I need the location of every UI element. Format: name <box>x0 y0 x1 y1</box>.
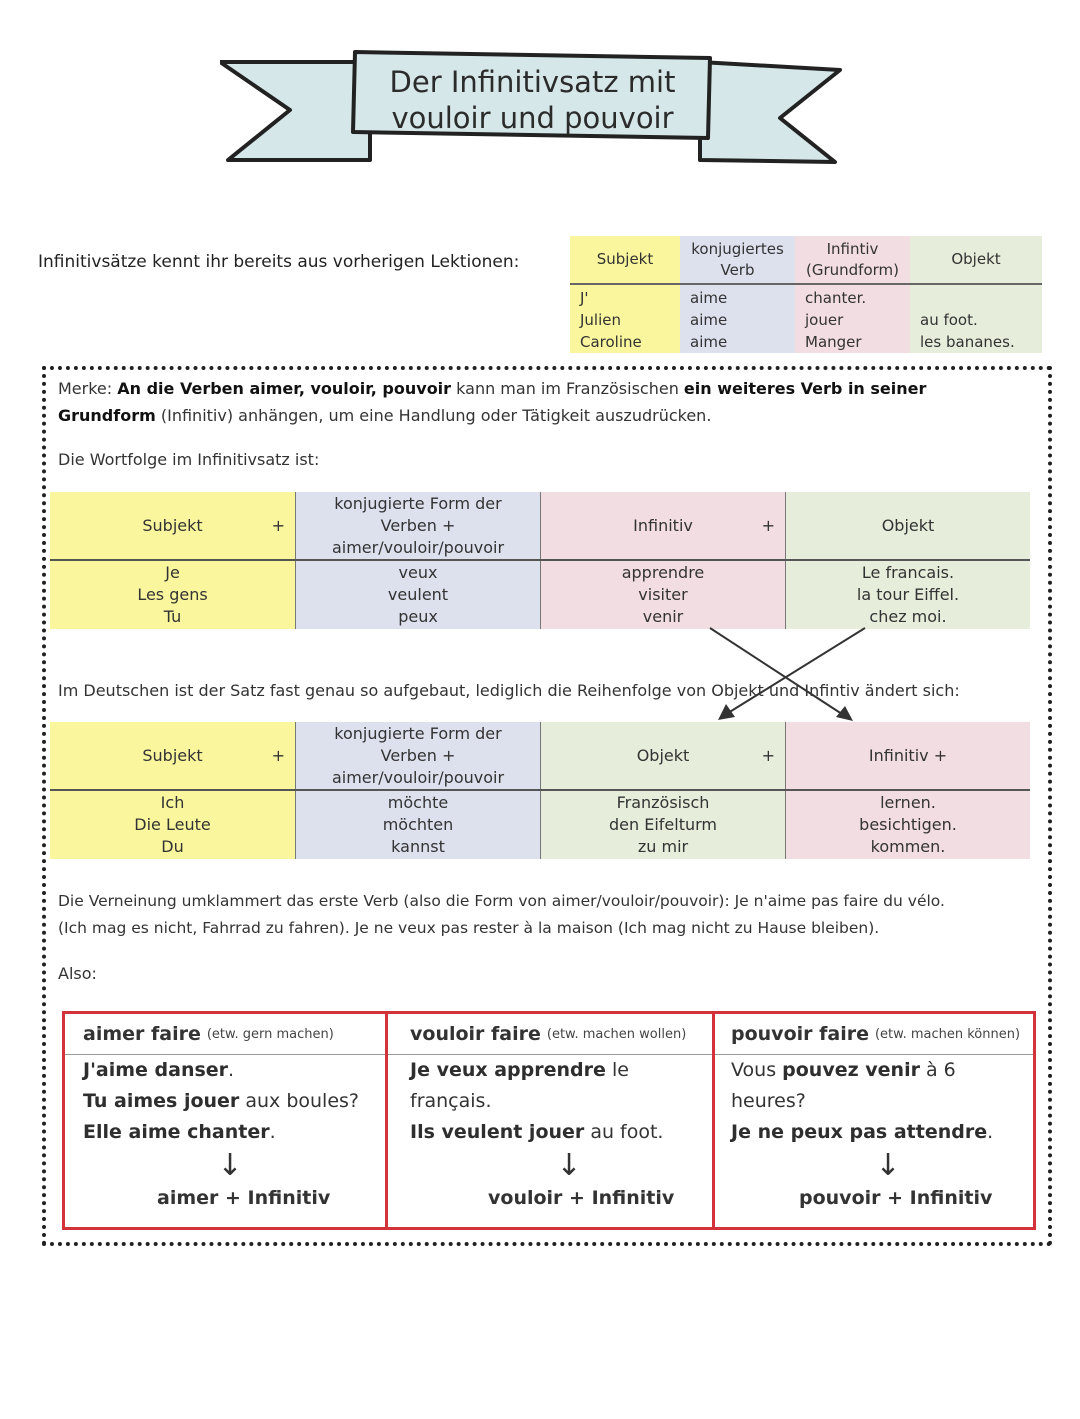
cell-text: Ich <box>160 793 185 812</box>
plus-sign: + <box>271 745 285 765</box>
example-line <box>410 1117 712 1148</box>
down-arrow-icon: ↓ <box>556 1148 582 1183</box>
verb-label: vouloir faire <box>410 1023 541 1045</box>
header-label: Objekt <box>881 515 935 535</box>
example-pre: Vous <box>731 1059 783 1081</box>
example-line <box>83 1086 385 1117</box>
cell-text: Les gens <box>137 585 208 604</box>
header-label: Objekt <box>636 745 690 765</box>
rule-label: vouloir + Infinitiv <box>488 1187 675 1209</box>
intro-cell: Manger <box>795 331 910 353</box>
cell-text: la tour Eiffel. <box>856 585 960 604</box>
cell-text: veulent <box>387 585 449 604</box>
cell-text: peux <box>398 607 438 626</box>
example-rest: aux boules? <box>239 1090 359 1112</box>
verb-gloss: (etw. machen wollen) <box>546 1026 687 1042</box>
header-label: Infinitiv + <box>868 745 948 765</box>
cell-text: kommen. <box>870 837 946 856</box>
intro-cell: Caroline <box>570 331 680 353</box>
intro-table <box>570 236 1042 353</box>
intro-header-infinitiv: Infintiv (Grundform) <box>795 236 910 284</box>
cell-text: venir <box>642 607 684 626</box>
table-header-row <box>50 492 1030 561</box>
merke-text-2: (Infinitiv) anhängen, um eine Handlung oder Tätigkeit auszudrücken. <box>155 406 712 425</box>
example-line <box>83 1117 385 1148</box>
summary-table <box>62 1011 1036 1230</box>
example-bold: Ils veulent jouer <box>410 1121 585 1143</box>
cell-text: Du <box>161 837 184 856</box>
intro-cell: aime <box>680 309 795 331</box>
banner-right-ribbon <box>700 62 840 162</box>
example-rest: . <box>269 1121 276 1143</box>
cell-text: kannst <box>391 837 445 856</box>
example-rest: . <box>228 1059 235 1081</box>
cell-verb <box>295 561 540 629</box>
cell-text: besichtigen. <box>859 815 957 834</box>
title-line-2: vouloir und pouvoir <box>391 101 674 135</box>
intro-cell: jouer <box>795 309 910 331</box>
header-konjugiert <box>295 722 540 789</box>
cell-text: visiter <box>638 585 688 604</box>
verb-gloss: (etw. machen können) <box>874 1026 1021 1042</box>
cell-text: möchten <box>382 815 454 834</box>
header-subjekt <box>50 722 295 789</box>
intro-text: Infinitivsätze kennt ihr bereits aus vorherigen Lektionen: <box>38 252 520 272</box>
example-rest: le français. <box>410 1059 629 1112</box>
intro-cell: au foot. <box>910 309 1042 331</box>
cell-text: apprendre <box>621 563 705 582</box>
plus-sign: + <box>271 515 285 535</box>
banner-left-ribbon <box>220 62 370 160</box>
cell-text: möchte <box>387 793 449 812</box>
table-body-row <box>50 561 1030 629</box>
example-line <box>410 1055 712 1117</box>
cell-objekt <box>785 561 1030 629</box>
merke-label: Merke: <box>58 379 113 398</box>
header-subjekt <box>50 492 295 559</box>
header-infinitiv <box>785 722 1030 789</box>
intro-header-subjekt: Subjekt <box>570 236 680 284</box>
cell-text: Tu <box>163 607 182 626</box>
cell-text: lernen. <box>880 793 936 812</box>
title-line-1: Der Infinitivsatz mit <box>389 65 676 99</box>
header-label: konjugierte Form der <box>334 493 502 513</box>
header-label: Subjekt <box>142 515 203 535</box>
cell-text: Le francais. <box>861 563 955 582</box>
table-german-order <box>50 722 1030 859</box>
table-row <box>570 309 1042 331</box>
cell-text: Je <box>165 563 180 582</box>
intro-header-verb: konjugiertes Verb <box>680 236 795 284</box>
example-bold: Je veux apprendre <box>410 1059 606 1081</box>
intro-cell: aime <box>680 331 795 353</box>
summary-header <box>65 1014 385 1055</box>
down-arrow-icon: ↓ <box>217 1148 243 1183</box>
header-label: Subjekt <box>142 745 203 765</box>
header-label: aimer/vouloir/pouvoir <box>331 767 505 787</box>
example-rest: . <box>987 1121 994 1143</box>
cell-infinitiv <box>785 791 1030 859</box>
plus-sign: + <box>761 745 775 765</box>
header-objekt <box>540 722 785 789</box>
verneinung-line-2: (Ich mag es nicht, Fahrrad zu fahren). Je ne veux pas rester à la maison (Ich mag nicht zu Hause bleiben). <box>58 919 880 937</box>
header-label: konjugierte Form der <box>334 723 502 743</box>
merke-bold-1: An die Verben aimer, vouloir, pouvoir <box>117 379 452 398</box>
table-row <box>570 331 1042 353</box>
arrowhead-2 <box>718 704 735 720</box>
cell-text: Die Leute <box>134 815 211 834</box>
page-title <box>355 55 710 145</box>
verneinung-paragraph <box>58 888 945 942</box>
swap-arrows <box>700 620 870 730</box>
cell-infinitiv <box>540 561 785 629</box>
cell-subjekt <box>50 791 295 859</box>
arrowhead-1 <box>836 706 853 721</box>
example-bold: Tu aimes jouer <box>83 1090 240 1112</box>
summary-col-pouvoir <box>712 1014 1033 1227</box>
cell-subjekt <box>50 561 295 629</box>
verb-label: pouvoir faire <box>731 1023 869 1045</box>
cell-objekt <box>540 791 785 859</box>
wortfolge-text: Die Wortfolge im Infinitivsatz ist: <box>58 450 320 469</box>
cell-text: chez moi. <box>869 607 947 626</box>
cell-text: Französisch <box>616 793 710 812</box>
table-row <box>570 284 1042 309</box>
example-rest: à 6 heures? <box>731 1059 956 1112</box>
header-label: Infinitiv <box>633 515 693 535</box>
rule-label: pouvoir + Infinitiv <box>799 1187 993 1209</box>
intro-cell: les bananes. <box>910 331 1042 353</box>
header-label: Verben + <box>380 745 456 765</box>
intro-header-objekt: Objekt <box>910 236 1042 284</box>
header-label: Verben + <box>380 515 456 535</box>
also-text: Also: <box>58 964 97 983</box>
header-konjugiert <box>295 492 540 559</box>
summary-col-aimer <box>65 1014 385 1227</box>
example-bold: pouvez venir <box>782 1059 920 1081</box>
intro-cell: Julien <box>570 309 680 331</box>
cell-verb <box>295 791 540 859</box>
example-bold: Je ne peux pas attendre <box>731 1121 988 1143</box>
table-body-row <box>50 791 1030 859</box>
deutsch-text: Im Deutschen ist der Satz fast genau so aufgebaut, lediglich die Reihenfolge von Objekt und Infintiv ändert sich: <box>58 681 960 700</box>
summary-header <box>715 1014 1033 1055</box>
intro-cell <box>910 284 1042 309</box>
arrow-line-2 <box>728 628 865 713</box>
arrow-line-1 <box>710 628 845 716</box>
summary-header <box>388 1014 712 1055</box>
cell-text: zu mir <box>637 837 689 856</box>
example-line <box>731 1055 1033 1117</box>
header-objekt <box>785 492 1030 559</box>
rule-label: aimer + Infinitiv <box>157 1187 331 1209</box>
cell-text: veux <box>398 563 438 582</box>
intro-cell: aime <box>680 284 795 309</box>
merke-bold-2: ein weiteres Verb in seiner <box>683 379 927 398</box>
example-rest: au foot. <box>584 1121 664 1143</box>
merke-text-1: kann man im Französischen <box>451 379 684 398</box>
example-line <box>731 1117 1033 1148</box>
header-label: aimer/vouloir/pouvoir <box>331 537 505 557</box>
example-line <box>83 1055 385 1086</box>
verb-gloss: (etw. gern machen) <box>206 1026 334 1042</box>
table-header-row <box>50 722 1030 791</box>
intro-cell: chanter. <box>795 284 910 309</box>
header-infinitiv <box>540 492 785 559</box>
example-bold: Elle aime chanter <box>83 1121 270 1143</box>
table-french-order <box>50 492 1030 629</box>
verb-label: aimer faire <box>83 1023 201 1045</box>
merke-bold-3: Grundform <box>58 406 156 425</box>
verneinung-line-1: Die Verneinung umklammert das erste Verb (also die Form von aimer/vouloir/pouvoir): Je n'aime pas faire du vélo. <box>58 892 945 910</box>
cell-text: den Eifelturm <box>609 815 717 834</box>
summary-col-vouloir <box>385 1014 712 1227</box>
intro-cell: J' <box>570 284 680 309</box>
example-bold: J'aime danser <box>83 1059 229 1081</box>
plus-sign: + <box>761 515 775 535</box>
down-arrow-icon: ↓ <box>875 1148 901 1183</box>
merke-paragraph <box>58 375 1018 429</box>
